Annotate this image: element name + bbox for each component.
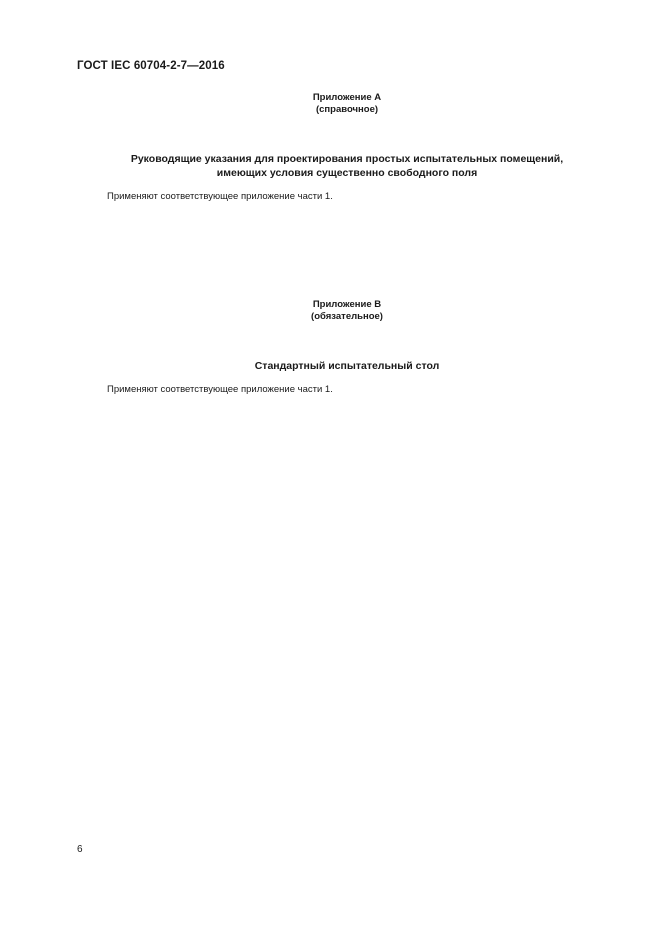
annex-b-title-line-1: Стандартный испытательный стол <box>254 360 440 372</box>
annex-b-status: (обязательное) <box>311 311 383 322</box>
annex-a-title <box>60 152 634 180</box>
annex-b-label: Приложение В <box>312 299 382 310</box>
standard-code-header: ГОСТ IEC 60704-2-7—2016 <box>77 60 225 72</box>
annex-a-status: (справочное) <box>315 104 379 115</box>
annex-a-body: Применяют соответствующее приложение части 1. <box>107 191 333 202</box>
annex-a-label: Приложение А <box>312 92 382 103</box>
page-number: 6 <box>77 844 83 855</box>
annex-a-title-line-2: имеющих условия существенно свободного поля <box>216 167 478 179</box>
annex-b-body: Применяют соответствующее приложение части 1. <box>107 384 333 395</box>
annex-a-title-line-1: Руководящие указания для проектирования простых испытательных помещений, <box>130 153 564 165</box>
annex-a-heading <box>60 92 634 116</box>
annex-b-title <box>60 359 634 373</box>
annex-b-heading <box>60 299 634 323</box>
